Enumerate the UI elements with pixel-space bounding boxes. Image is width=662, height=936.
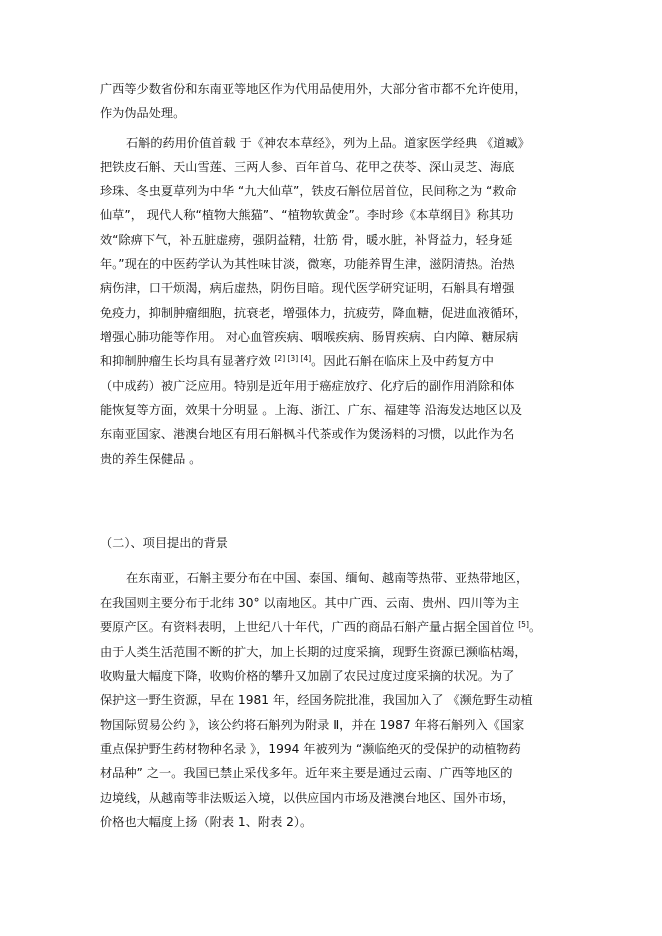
text-line: 能恢复等方面，效果十分明显 。上海、浙江、广东、福建等 沿海发达地区以及 — [100, 403, 523, 417]
section-heading: （二）、项目提出的背景 — [100, 536, 228, 550]
text-line: 贵的养生保健品 。 — [100, 452, 202, 466]
text-line: 材品种” 之一。我国已禁止采伐多年。近年来主要是通过云南、广西等地区的 — [100, 766, 513, 780]
citation-ref: [5] — [518, 620, 529, 629]
text-line: （中成药）被广泛应用。特别是近年用于癌症放疗、化疗后的副作用消除和体 — [100, 379, 515, 393]
text-line: 石斛的药用价值首载 于《神农本草经》，列为上品。道家医学经典 《道臧》 — [126, 136, 530, 150]
text-line: 免疫力，抑制肿瘤细胞，抗衰老，增强体力，抗疲劳，降血糖，促进血液循环， — [100, 306, 527, 320]
citation-ref: [2] [3] [4] — [274, 354, 312, 363]
text-line: 保护这一野生资源，早在 1981 年，经国务院批准，我国加入了 《濒危野生动植 — [100, 693, 533, 707]
text-line: 价格也大幅度上扬（附表 1、附表 2）。 — [100, 815, 313, 829]
text-line: 年。”现在的中医药学认为其性味甘淡，微寒，功能养胃生津，滋阴清热。治热 — [100, 257, 515, 271]
text-line: 物国际贸易公约 》，该公约将石斛列为附录 Ⅱ，并在 1987 年将石斛列入《国家 — [100, 718, 525, 732]
text-segment: 和抑制肿瘤生长均具有显著疗效 — [100, 354, 275, 368]
text-line-with-citation — [100, 353, 494, 371]
text-line-with-citation — [100, 619, 541, 637]
text-line: 增强心肺功能等作用。 对心血管疾病、咽喉疾病、肠胃疾病、白内障、糖尿病 — [100, 330, 519, 344]
text-line: 收购量大幅度下降，收购价格的攀升又加剧了农民过度过度采摘的状况。为了 — [100, 669, 515, 683]
text-line: 广西等少数省份和东南亚等地区作为代用品使用外，大部分省市都不允许使用， — [100, 82, 527, 96]
text-line: 效“除痹下气，补五脏虚痨，强阴益精，壮筋 骨，暖水脏，补肾益力，轻身延 — [100, 233, 513, 247]
text-segment: 。因此石斛在临床上及中药复方中 — [311, 354, 494, 368]
text-line: 由于人类生活范围不断的扩大，加上长期的过度采摘，现野生资源已濒临枯竭， — [100, 645, 527, 659]
text-line: 边境线，从越南等非法贩运入境，以供应国内市场及港澳台地区、国外市场， — [100, 791, 515, 805]
text-segment: 要原产区。有资料表明，上世纪八十年代，广西的商品石斛产量占据全国首位 — [100, 620, 519, 634]
text-line: 病伤津，口干烦渴，病后虚热，阴伤目暗。现代医学研究证明，石斛具有增强 — [100, 281, 515, 295]
text-segment: 。 — [528, 620, 542, 634]
text-line: 在东南亚，石斛主要分布在中国、泰国、缅甸、越南等热带、亚热带地区， — [126, 571, 529, 585]
text-line: 在我国则主要分布于北纬 30° 以南地区。其中广西、云南、贵州、四川等为主 — [100, 596, 520, 610]
text-line: 仙草”， 现代人称“植物大熊猫”、“植物软黄金”。李时珍《本草纲目》称其功 — [100, 208, 514, 222]
text-line: 作为伪品处理。 — [100, 106, 186, 120]
text-line: 东南亚国家、港澳台地区有用石斛枫斗代茶或作为煲汤料的习惯，以此作为名 — [100, 427, 515, 441]
text-line: 把铁皮石斛、天山雪莲、三两人参、百年首乌、花甲之茯苓、深山灵芝、海底 — [100, 160, 515, 174]
text-line: 珍珠、冬虫夏草列为中华 “九大仙草”，铁皮石斛位居首位，民间称之为 “救命 — [100, 184, 517, 198]
text-line: 重点保护野生药材物种名录 》，1994 年被列为 “濒临绝灭的受保护的动植物药 — [100, 742, 521, 756]
